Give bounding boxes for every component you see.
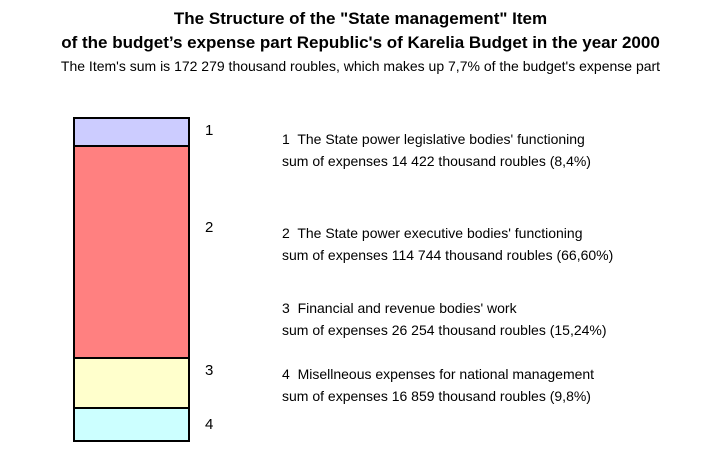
annotation-segment-4 [282, 363, 712, 407]
bar-segment-3 [75, 357, 188, 407]
bar-segment-label-1: 1 [205, 122, 214, 139]
annotation-segment-2 [282, 222, 712, 266]
chart-subtitle: The Item's sum is 172 279 thousand roubles, which makes up 7,7% of the budget's expense part [60, 58, 661, 74]
chart-title-line1: The Structure of the "State management" Item [173, 9, 548, 28]
annotation-segment-4-sum: sum of expenses 16 859 thousand roubles (9,8%) [282, 388, 591, 404]
annotation-segment-2-sum: sum of expenses 114 744 thousand roubles (66,60%) [282, 247, 614, 263]
bar-segment-1 [75, 119, 188, 145]
bar-segment-2 [75, 145, 188, 357]
bar-segment-4 [75, 407, 188, 440]
annotation-segment-1-sum: sum of expenses 14 422 thousand roubles (8,4%) [282, 153, 591, 169]
annotation-segment-2-title: 2 The State power executive bodies' functioning [282, 225, 583, 241]
annotation-segment-3-title: 3 Financial and revenue bodies' work [282, 300, 517, 316]
annotation-segment-1-title: 1 The State power legislative bodies' functioning [282, 131, 585, 147]
annotation-segment-3-sum: sum of expenses 26 254 thousand roubles (15,24%) [282, 322, 607, 338]
chart-title-block [0, 7, 721, 77]
bar-segment-label-2: 2 [205, 219, 214, 236]
bar-segment-label-4: 4 [205, 416, 214, 433]
chart-title-line2: of the budget’s expense part Republic's of Karelia Budget in the year 2000 [61, 33, 660, 52]
stacked-bar [73, 117, 190, 442]
annotation-segment-1 [282, 128, 712, 172]
annotation-segment-3 [282, 297, 712, 341]
bar-segment-label-3: 3 [205, 362, 214, 379]
annotation-segment-4-title: 4 Misellneous expenses for national management [282, 366, 595, 382]
